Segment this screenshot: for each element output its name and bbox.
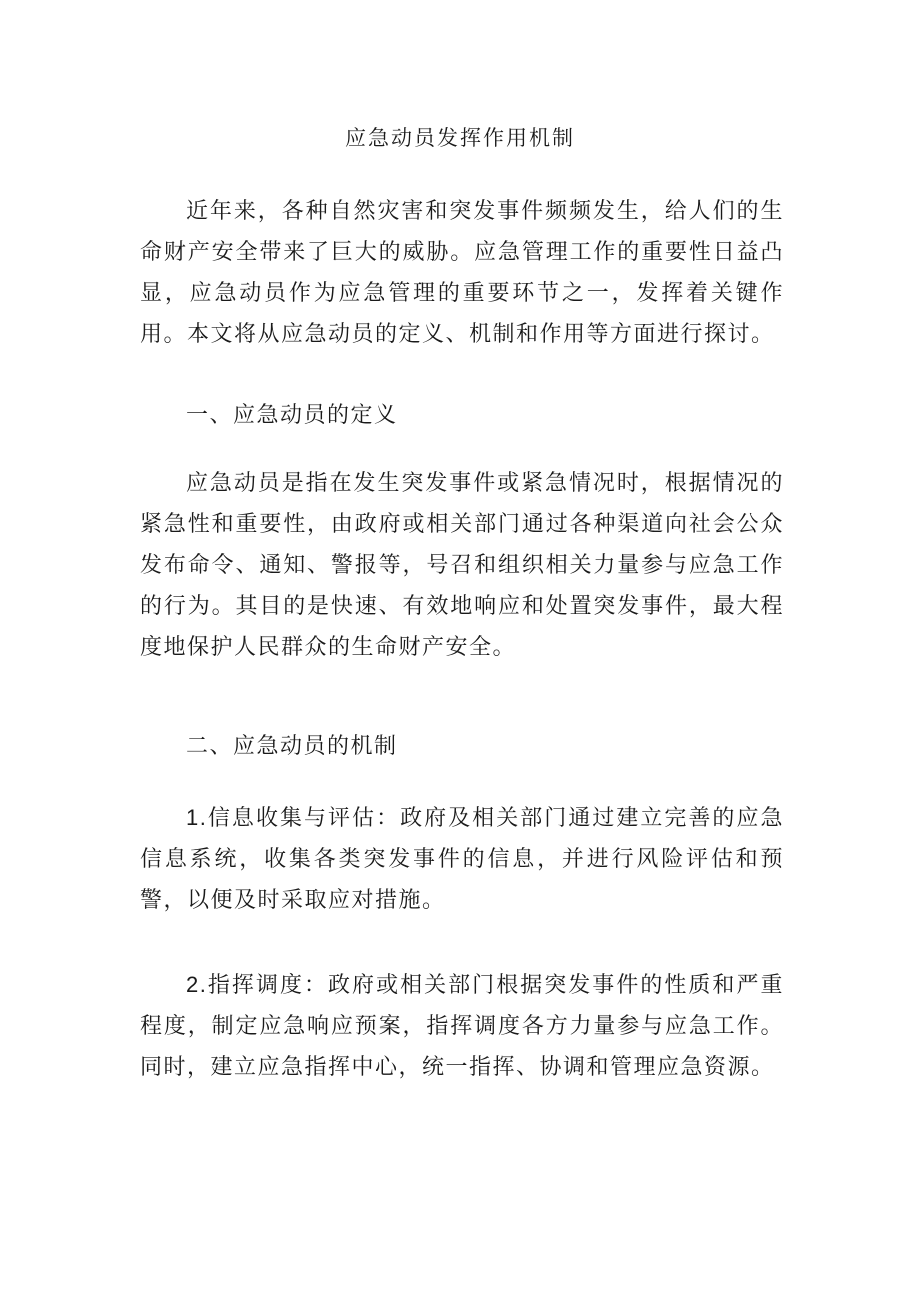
- section-heading-mechanism: 二、应急动员的机制: [186, 734, 398, 759]
- definition-paragraph: 应急动员是指在发生突发事件或紧急情况时，根据情况的紧急性和重要性，由政府或相关部门通过各种渠道向社会公众发布命令、通知、警报等，号召和组织相关力量参与应急工作的行为。其目的是快速、有效地响应和处置突发事件，最大程度地保护人民群众的生命财产安全。: [140, 471, 784, 660]
- item-number: 1.: [186, 805, 208, 830]
- item-text: 信息收集与评估：政府及相关部门通过建立完善的应急信息系统，收集各类突发事件的信息，并进行风险评估和预警，以便及时采取应对措施。: [140, 806, 784, 913]
- item-number: 2.: [186, 972, 208, 997]
- section-heading-definition: 一、应急动员的定义: [186, 403, 398, 428]
- mechanism-item-1: [140, 797, 784, 921]
- intro-paragraph: 近年来，各种自然灾害和突发事件频频发生，给人们的生命财产安全带来了巨大的威胁。应急管理工作的重要性日益凸显，应急动员作为应急管理的重要环节之一，发挥着关键作用。本文将从应急动员的定义、机制和作用等方面进行探讨。: [140, 199, 784, 347]
- mechanism-item-2: [140, 964, 784, 1088]
- item-text: 指挥调度：政府或相关部门根据突发事件的性质和严重程度，制定应急响应预案，指挥调度各方力量参与应急工作。同时，建立应急指挥中心，统一指挥、协调和管理应急资源。: [140, 973, 784, 1080]
- document-title: 应急动员发挥作用机制: [345, 126, 575, 150]
